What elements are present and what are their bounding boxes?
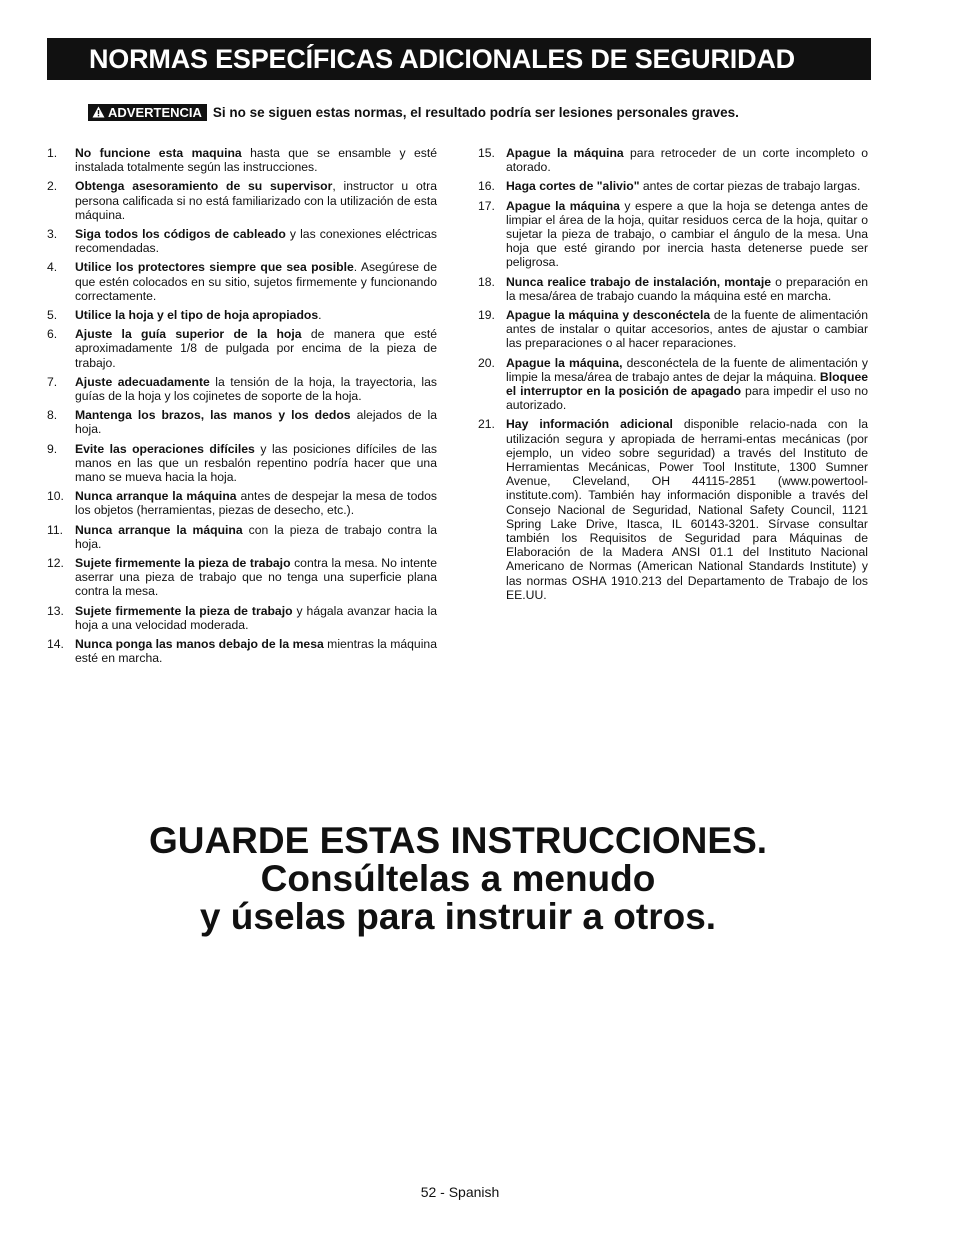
item-emphasis: Haga cortes de "alivio" [506,179,640,194]
item-number: 2. [47,179,58,194]
item-text [75,375,437,403]
item-number: 5. [47,308,58,323]
list-item [47,489,437,517]
item-number: 19. [478,308,495,323]
item-number: 3. [47,227,58,242]
warning-badge-label: ADVERTENCIA [108,104,202,120]
list-item [47,179,437,222]
item-body: de la fuente de alimentación antes de instalar o quitar accesorios, antes de ajustar o cambiar las preparaciones o al hacer reparaciones. [506,308,868,351]
closing-message [0,822,916,936]
list-item [47,604,437,632]
item-body: y espere a que la hoja se detenga antes de limpiar el área de la hoja, quitar residuos cerca de la hoja, quitar o sujetar la pieza de trabajo, o cambiar el ángulo de la mesa. Una hoja que esté girando por inercia hasta detenerse puede ser peligrosa. [506,198,868,270]
item-number: 1. [47,146,58,160]
list-item [478,417,868,602]
item-body: antes de despejar la mesa de todos los objetos (herramientas, piezas de desecho, etc.). [75,489,437,518]
list-item [478,275,868,303]
item-body: con la pieza de trabajo contra la hoja. [75,522,437,551]
item-text [75,260,437,303]
item-text [75,179,437,222]
item-emphasis: Siga todos los códigos de cableado [75,227,286,242]
item-emphasis: Apague la máquina, [506,355,623,370]
list-item [47,146,437,174]
item-emphasis: Sujete firmemente la pieza de trabajo [75,603,293,618]
item-number: 15. [478,146,495,160]
item-text [75,604,437,632]
item-emphasis: Nunca arranque la máquina [75,522,243,537]
list-item [47,556,437,599]
item-number: 6. [47,327,58,342]
item-emphasis: Nunca ponga las manos debajo de la mesa [75,637,324,652]
page-footer: 52 - Spanish [420,1184,500,1200]
item-emphasis: Utilice la hoja y el tipo de hoja apropiados [75,308,319,323]
item-emphasis: Ajuste la guía superior de la hoja [75,327,302,342]
list-item [478,146,868,174]
item-number: 12. [47,556,64,571]
item-number: 14. [47,637,64,652]
list-item [478,179,868,193]
item-text [506,199,868,270]
item-number: 10. [47,489,64,504]
item-text [506,356,868,413]
item-text [75,227,437,255]
item-text [75,489,437,517]
item-number: 17. [478,198,495,213]
item-text [75,442,437,485]
item-body: contra la mesa. No intente aserrar una pieza de trabajo que no tenga una superficie plana contra la mesa. [75,556,437,599]
item-text [75,308,437,322]
item-body: alejados de la hoja. [75,408,437,437]
item-emphasis: Utilice los protectores siempre que sea posible [75,260,354,275]
list-item [47,327,437,370]
item-text [506,417,868,602]
item-emphasis: Bloquee el interruptor en la posición de apagado [506,369,868,399]
item-body: . Asegúrese de que estén colocados en su sitio, sujetos firmemente y funcionando correctamente. [75,260,437,303]
warning-triangle-icon [92,106,105,118]
list-item [47,637,437,665]
left-column [47,146,437,671]
item-emphasis: Nunca realice trabajo de instalación, montaje [506,274,772,289]
list-item [47,260,437,303]
item-number: 11. [47,522,64,537]
item-body: de manera que esté aproximadamente 1/8 de pulgada por encima de la pieza de trabajo. [75,327,437,370]
item-body: disponible relacio-nada con la utilización segura y apropiada de herrami-entas mecánicas (por ejemplo, un video sobre seguridad) a través del Instituto de Herramientas Mecánicas, Power Tool Institute, 1300 Sumner Avenue, Cleveland, OH 44115-2851 (www.powertool-institute.com). También hay información disponible a través del Consejo Nacional de Seguridad, National Safety Council, 1121 Spring Lake Drive, Itasca, IL 60143-3201. Sírvase consultar también los Requisitos de Seguridad para Máquinas de Elaboración de la Madera ANSI 01.1 del Instituto Nacional Americano de Normas (American National Standards Institute) y las normas OSHA 1910.213 del Departamento de Trabajo de los EE.UU. [506,417,868,602]
list-item [47,308,437,322]
item-text [75,146,437,174]
item-emphasis: Apague la máquina [506,198,620,213]
item-text [75,556,437,599]
item-body: o preparación en la mesa/área de trabajo cuando la máquina esté en marcha. [506,274,869,303]
item-emphasis: Apague la máquina y desconéctela [506,308,711,323]
item-emphasis: Ajuste adecuadamente [75,374,210,389]
list-item [478,356,868,413]
list-item [47,523,437,551]
closing-line-1: GUARDE ESTAS INSTRUCCIONES. [148,820,768,861]
item-body: , instructor u otra persona calificada si no está familiarizado con la utilización de esta máquina. [75,179,437,222]
item-text [506,275,868,303]
section-title: NORMAS ESPECÍFICAS ADICIONALES DE SEGURIDAD [47,38,871,80]
item-emphasis: No funcione esta maquina [75,146,242,160]
list-item [47,375,437,403]
closing-line-3: y úselas para instruir a otros. [199,896,717,937]
item-body: para retroceder de un corte incompleto o atorado. [506,146,868,175]
item-text [75,523,437,551]
warning-row [88,101,888,123]
item-number: 9. [47,441,58,456]
item-body: antes de cortar piezas de trabajo largas. [639,179,861,194]
item-body: para impedir el uso no autorizado. [506,384,868,413]
warning-text: Si no se siguen estas normas, el resultado podría ser lesiones personales graves. [212,104,739,120]
item-number: 21. [478,417,495,432]
item-emphasis: Sujete firmemente la pieza de trabajo [75,556,291,571]
item-body: y hágala avanzar hacia la hoja a una velocidad moderada. [75,603,437,632]
item-emphasis: Mantenga los brazos, las manos y los dedos [75,408,351,423]
item-body: . [318,308,322,323]
item-text [75,327,437,370]
item-number: 4. [47,260,58,275]
closing-line-2: Consúltelas a menudo [260,858,656,899]
item-text [506,308,868,351]
warning-badge [88,104,207,121]
item-body: hasta que se ensamble y esté instalada totalmente según las instrucciones. [75,146,437,175]
item-emphasis: Obtenga asesoramiento de su supervisor [75,179,333,194]
item-body: y las posiciones difíciles de las manos en las que un resbalón repentino podría hacer que una mano se mueva hacia la hoja. [75,441,437,485]
list-item [478,308,868,351]
item-text [75,408,437,436]
list-item [47,227,437,255]
list-item [47,408,437,436]
item-number: 20. [478,355,495,370]
item-number: 18. [478,274,495,289]
item-body: y las conexiones eléctricas recomendadas. [75,227,437,256]
item-body: la tensión de la hoja, la trayectoria, las guías de la hoja y los cojinetes de soporte de la hoja. [75,374,437,404]
item-number: 7. [47,374,58,389]
item-text [75,637,437,665]
item-emphasis: Evite las operaciones difíciles [75,441,255,456]
item-body: mientras la máquina esté en marcha. [75,637,437,666]
item-number: 13. [47,603,64,618]
right-column [478,146,868,607]
list-item [47,442,437,485]
item-number: 16. [478,179,495,194]
item-text [506,146,868,174]
item-body: desconéctela de la fuente de alimentación y limpie la mesa/área de trabajo antes de dejar la máquina. [506,355,868,384]
item-emphasis: Hay información adicional [506,417,673,432]
list-item [478,199,868,270]
item-number: 8. [47,408,58,423]
item-emphasis: Apague la máquina [506,146,624,160]
item-text [506,179,868,193]
item-emphasis: Nunca arranque la máquina [75,489,237,504]
